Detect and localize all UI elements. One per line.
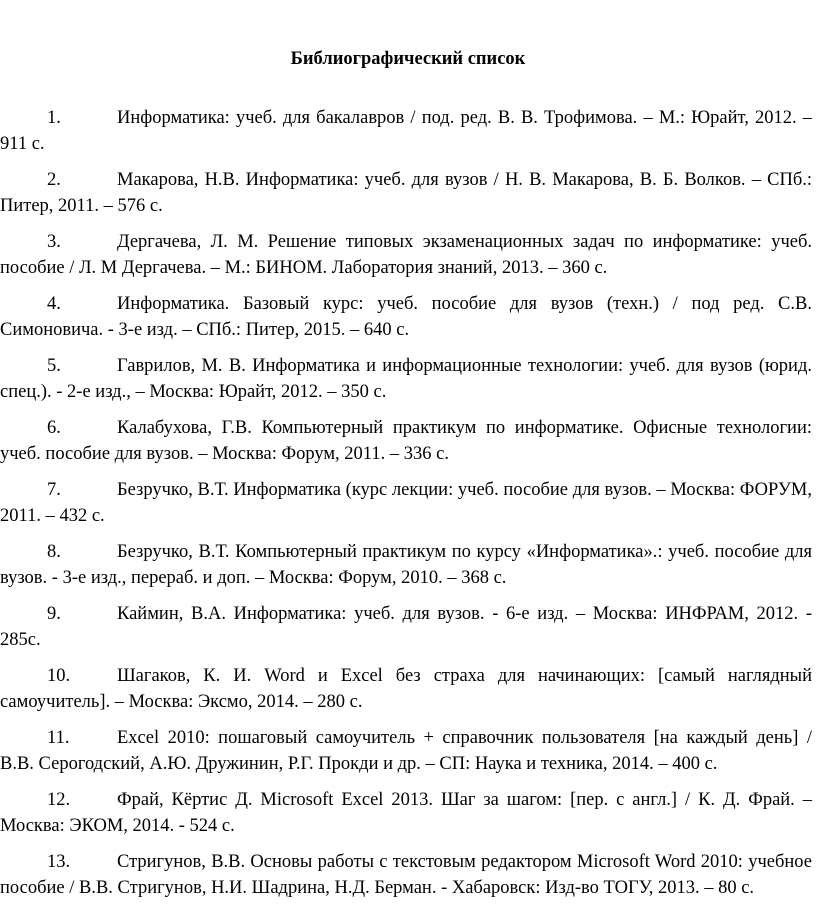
entry-line: Каймин, В.А. Информатика: учеб. для вузов. - 6-е изд. – Москва: ИНФРАМ, 2012. - 285с. (0, 604, 812, 650)
entry-text (0, 539, 812, 591)
entry-line: Калабухова, Г.В. Компьютерный практикум по информатике. Офисные технологии: (117, 418, 812, 438)
bibliography-list (0, 105, 812, 911)
entry-line: Информатика. Базовый курс: учеб. пособие для вузов (техн.) / под ред. С.В. Симоновича. - 3-е изд. – СПб.: Питер, 2015. – 640 с. (0, 294, 812, 340)
list-item (0, 477, 812, 529)
entry-text (0, 291, 812, 343)
entry-text (0, 353, 812, 379)
entry-number: 11. (47, 728, 70, 748)
entry-text (0, 105, 812, 157)
entry-line: Стригунов, В.В. Основы работы с текстовым редактором Microsoft Word 2010: учебное пособие / В.В. Стригунов, Н.И. Шадрина, Н.Д. Берман. - Хабаровск: Изд-во ТОГУ, 2013. – 80 с. (0, 852, 812, 898)
entry-text (0, 477, 812, 529)
entry-line: Шагаков, К. И. Word и Excel без страха для начинающих: [самый наглядный самоучитель]. – Москва: Эксмо, 2014. – 280 с. (0, 666, 812, 712)
list-item (0, 167, 812, 219)
entry-number: 13. (47, 852, 71, 872)
list-item (0, 229, 812, 281)
entry-number: 7. (47, 480, 61, 500)
entry-number: 8. (47, 542, 61, 562)
entry-text (0, 849, 812, 901)
list-item (0, 601, 812, 653)
list-item (0, 105, 812, 157)
entry-text (0, 787, 812, 839)
list-item (0, 725, 812, 777)
entry-line: Информатика: учеб. для бакалавров / под. ред. В. В. Трофимова. – М.: Юрайт, 2012. – 911 с. (0, 108, 812, 154)
entry-number: 3. (47, 232, 61, 252)
entry-line: Безручко, В.Т. Информатика (курс лекции: учеб. пособие для вузов. – Москва: ФОРУМ, 2011. – 432 с. (0, 480, 812, 526)
entry-number: 10. (47, 666, 71, 686)
entry-number: 5. (47, 356, 61, 376)
entry-line: Гаврилов, М. В. Информатика и информационные технологии: учеб. для вузов (юрид. (117, 356, 812, 376)
entry-continuation: спец.). - 2-е изд., – Москва: Юрайт, 2012. – 350 с. (0, 382, 387, 402)
list-item (0, 353, 812, 405)
entry-text (0, 167, 812, 219)
entry-line: Макарова, Н.В. Информатика: учеб. для вузов / Н. В. Макарова, В. Б. Волков. – СПб.: Питер, 2011. – 576 с. (0, 170, 812, 216)
entry-number: 6. (47, 418, 61, 438)
entry-number: 2. (47, 170, 61, 190)
entry-text (0, 229, 812, 281)
entry-line: Фрай, Кёртис Д. Microsoft Excel 2013. Шаг за шагом: [пер. с англ.] / К. Д. Фрай. – Москва: ЭКОМ, 2014. - 524 с. (0, 790, 812, 836)
entry-number: 9. (47, 604, 61, 624)
entry-line: Дергачева, Л. М. Решение типовых экзаменационных задач по информатике: учеб. пособие / Л. М Дергачева. – М.: БИНОМ. Лаборатория знаний, 2013. – 360 с. (0, 232, 812, 278)
entry-continuation: учеб. пособие для вузов. – Москва: Форум, 2011. – 336 с. (0, 444, 449, 464)
entry-text (0, 725, 812, 777)
entry-text (0, 601, 812, 653)
entry-number: 1. (47, 108, 61, 128)
page-title: Библиографический список (290, 49, 526, 69)
entry-text (0, 415, 812, 441)
list-item (0, 663, 812, 715)
entry-number: 4. (47, 294, 61, 314)
list-item (0, 787, 812, 839)
list-item (0, 415, 812, 467)
list-item (0, 849, 812, 901)
entry-text (0, 663, 812, 715)
entry-line: Безручко, В.Т. Компьютерный практикум по курсу «Информатика».: учеб. пособие для вузов. - 3-е изд., перераб. и доп. – Москва: Форум, 2010. – 368 с. (0, 542, 812, 588)
list-item (0, 291, 812, 343)
entry-number: 12. (47, 790, 71, 810)
list-item (0, 539, 812, 591)
entry-line: Excel 2010: пошаговый самоучитель + справочник пользователя [на каждый день] / В.В. Серогодский, А.Ю. Дружинин, Р.Г. Прокди и др. – СП: Наука и техника, 2014. – 400 с. (0, 728, 812, 774)
